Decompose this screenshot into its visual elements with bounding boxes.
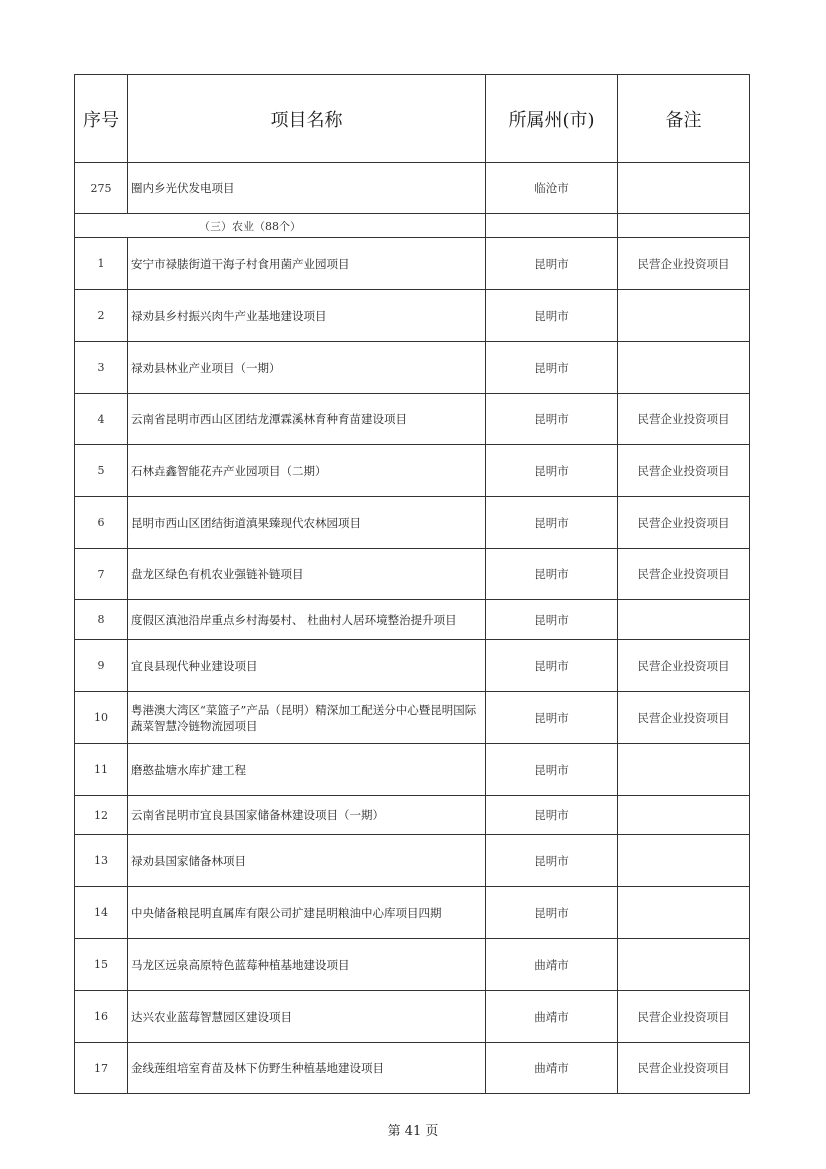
table-row [75, 1043, 750, 1094]
table-row [75, 939, 750, 991]
table-row [75, 887, 750, 939]
section-label: （三）农业（88个） [75, 214, 486, 238]
table-row [75, 497, 750, 549]
row-no: 17 [75, 1043, 128, 1094]
row-region: 昆明市 [486, 835, 618, 887]
row-name: 圈内乡光伏发电项目 [128, 163, 486, 214]
header-region: 所属州(市) [486, 75, 618, 163]
row-region: 昆明市 [486, 238, 618, 290]
row-name: 中央储备粮昆明直属库有限公司扩建昆明粮油中心库项目四期 [128, 887, 486, 939]
row-region: 昆明市 [486, 600, 618, 640]
row-region: 昆明市 [486, 549, 618, 600]
row-region: 临沧市 [486, 163, 618, 214]
table-row [75, 445, 750, 497]
table-row [75, 549, 750, 600]
row-note: 民营企业投资项目 [618, 445, 750, 497]
table-row [75, 342, 750, 394]
row-name: 安宁市禄脿街道干海子村食用菌产业园项目 [128, 238, 486, 290]
row-note: 民营企业投资项目 [618, 1043, 750, 1094]
table-row [75, 640, 750, 692]
table-row [75, 394, 750, 445]
row-name: 盘龙区绿色有机农业强链补链项目 [128, 549, 486, 600]
row-name: 禄劝县林业产业项目（一期） [128, 342, 486, 394]
row-region: 昆明市 [486, 887, 618, 939]
table-header-row [75, 75, 750, 163]
row-name: 昆明市西山区团结街道滇果臻现代农林园项目 [128, 497, 486, 549]
row-note [618, 342, 750, 394]
row-name: 石林垚鑫智能花卉产业园项目（二期） [128, 445, 486, 497]
row-region: 昆明市 [486, 445, 618, 497]
row-note: 民营企业投资项目 [618, 238, 750, 290]
row-no: 3 [75, 342, 128, 394]
row-no: 6 [75, 497, 128, 549]
carry-over-row [75, 163, 750, 214]
row-no: 5 [75, 445, 128, 497]
row-note: 民营企业投资项目 [618, 497, 750, 549]
row-no: 7 [75, 549, 128, 600]
row-note [618, 600, 750, 640]
row-no: 1 [75, 238, 128, 290]
section-row [75, 214, 750, 238]
row-name: 粤港澳大湾区“菜篮子”产品（昆明）精深加工配送分中心暨昆明国际蔬菜智慧冷链物流园项目 [128, 692, 486, 744]
row-name: 宜良县现代种业建设项目 [128, 640, 486, 692]
table-row [75, 238, 750, 290]
row-no: 10 [75, 692, 128, 744]
row-no: 8 [75, 600, 128, 640]
row-region: 昆明市 [486, 744, 618, 796]
row-region: 曲靖市 [486, 991, 618, 1043]
row-name: 达兴农业蓝莓智慧园区建设项目 [128, 991, 486, 1043]
row-no: 9 [75, 640, 128, 692]
row-note [618, 939, 750, 991]
section-region-empty [486, 214, 618, 238]
row-region: 昆明市 [486, 394, 618, 445]
row-no: 16 [75, 991, 128, 1043]
table-row [75, 991, 750, 1043]
row-region: 昆明市 [486, 497, 618, 549]
row-region: 昆明市 [486, 692, 618, 744]
row-note [618, 290, 750, 342]
row-name: 度假区滇池沿岸重点乡村海晏村、 杜曲村人居环境整治提升项目 [128, 600, 486, 640]
row-no: 11 [75, 744, 128, 796]
row-no: 2 [75, 290, 128, 342]
row-note [618, 887, 750, 939]
row-name: 磨憨盐塘水库扩建工程 [128, 744, 486, 796]
table-row [75, 692, 750, 744]
row-name: 禄劝县国家储备林项目 [128, 835, 486, 887]
row-region: 昆明市 [486, 640, 618, 692]
row-note [618, 835, 750, 887]
page-number: 第 41 页 [387, 1124, 439, 1139]
table-row [75, 835, 750, 887]
row-note: 民营企业投资项目 [618, 991, 750, 1043]
row-no: 275 [75, 163, 128, 214]
row-name: 马龙区远泉高原特色蓝莓种植基地建设项目 [128, 939, 486, 991]
row-name: 金线莲组培室育苗及林下仿野生种植基地建设项目 [128, 1043, 486, 1094]
row-region: 昆明市 [486, 796, 618, 835]
row-region: 曲靖市 [486, 1043, 618, 1094]
row-note [618, 744, 750, 796]
row-note: 民营企业投资项目 [618, 692, 750, 744]
row-note [618, 796, 750, 835]
row-no: 14 [75, 887, 128, 939]
row-note: 民营企业投资项目 [618, 394, 750, 445]
section-note-empty [618, 214, 750, 238]
row-note: 民营企业投资项目 [618, 640, 750, 692]
row-no: 13 [75, 835, 128, 887]
header-note: 备注 [618, 75, 750, 163]
table-row [75, 744, 750, 796]
row-region: 昆明市 [486, 342, 618, 394]
table-row [75, 796, 750, 835]
row-region: 曲靖市 [486, 939, 618, 991]
row-note [618, 163, 750, 214]
header-name: 项目名称 [128, 75, 486, 163]
row-no: 15 [75, 939, 128, 991]
project-table [74, 74, 750, 1094]
header-no: 序号 [75, 75, 128, 163]
row-name: 禄劝县乡村振兴肉牛产业基地建设项目 [128, 290, 486, 342]
row-region: 昆明市 [486, 290, 618, 342]
table-row [75, 600, 750, 640]
row-no: 4 [75, 394, 128, 445]
row-no: 12 [75, 796, 128, 835]
row-name: 云南省昆明市宜良县国家储备林建设项目（一期） [128, 796, 486, 835]
row-note: 民营企业投资项目 [618, 549, 750, 600]
row-name: 云南省昆明市西山区团结龙潭霖溪林育种育苗建设项目 [128, 394, 486, 445]
table-row [75, 290, 750, 342]
